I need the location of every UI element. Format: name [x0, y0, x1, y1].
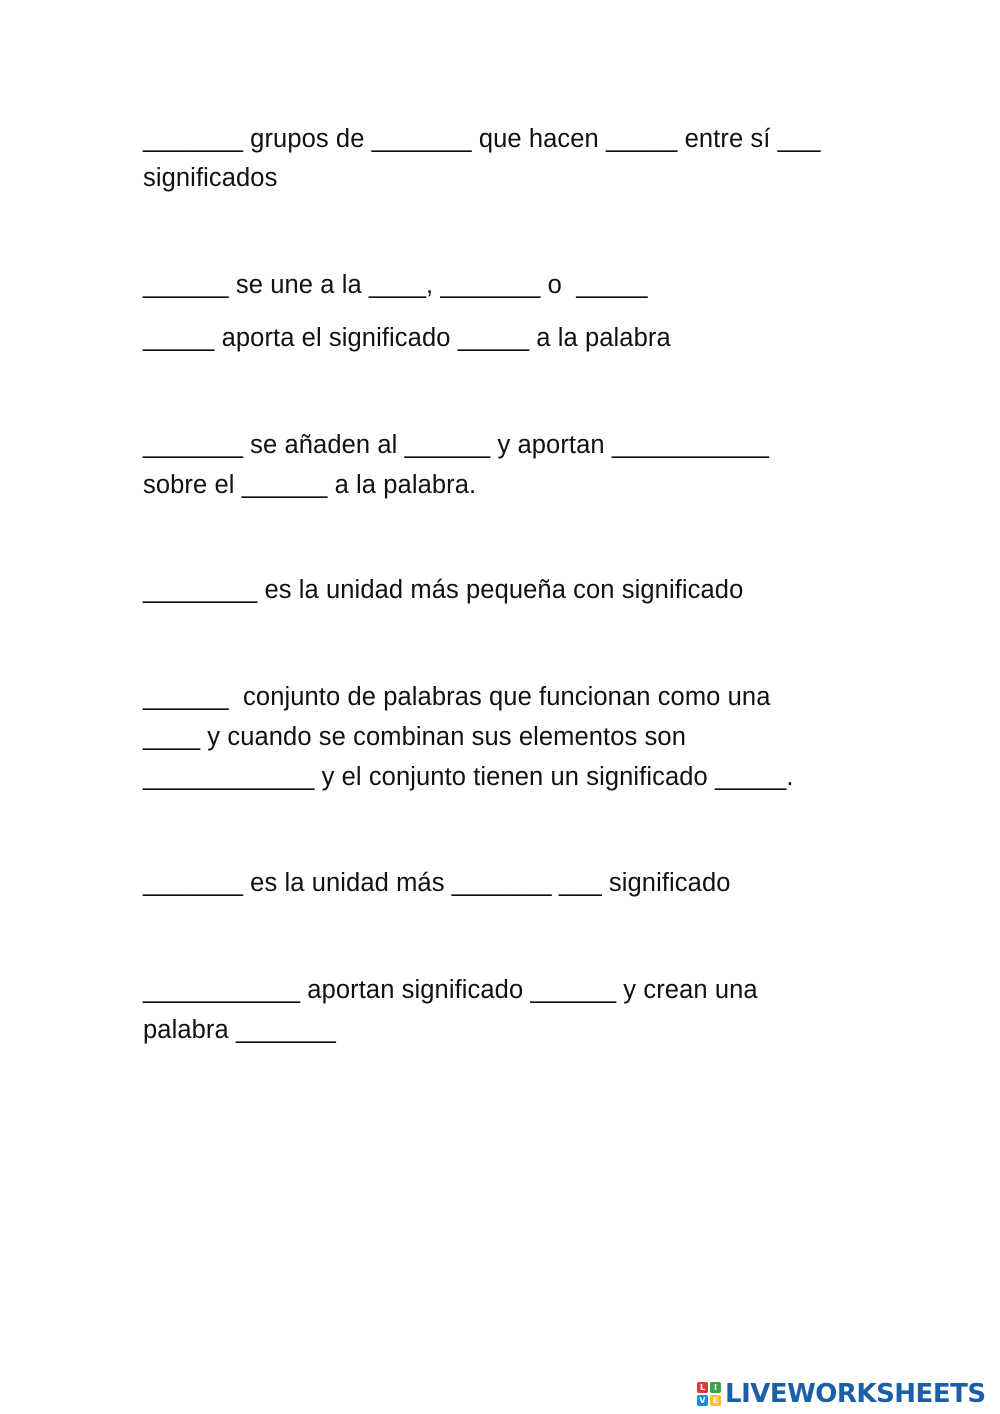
- sentence-2-line-1: ______ se une a la ____, _______ o _____: [143, 271, 648, 299]
- sentence-6-line-3: ____________ y el conjunto tienen un significado _____.: [143, 763, 794, 791]
- logo-tile-i: I: [710, 1382, 721, 1393]
- sentence-3-line-1: _____ aporta el significado _____ a la palabra: [143, 324, 671, 352]
- brand-wordmark: LIVEWORKSHEETS: [725, 1379, 986, 1409]
- liveworksheets-logo-icon: [697, 1382, 721, 1406]
- sentence-6-line-1: ______ conjunto de palabras que funcionan como una: [143, 683, 771, 711]
- logo-tile-e: E: [710, 1395, 721, 1406]
- sentence-5-line-1: ________ es la unidad más pequeña con significado: [143, 576, 744, 604]
- sentence-1-line-2: significados: [143, 164, 278, 192]
- sentence-8-line-2: palabra _______: [143, 1016, 336, 1044]
- sentence-4-line-2: sobre el ______ a la palabra.: [143, 471, 477, 499]
- sentence-6-line-2: ____ y cuando se combinan sus elementos son: [143, 723, 686, 751]
- sentence-8-line-1: ___________ aportan significado ______ y crean una: [143, 976, 758, 1004]
- sentence-7-line-1: _______ es la unidad más _______ ___ significado: [143, 869, 731, 897]
- liveworksheets-footer: [697, 1374, 986, 1414]
- sentence-1-line-1: _______ grupos de _______ que hacen _____ entre sí ___: [143, 125, 821, 153]
- logo-tile-v: V: [697, 1395, 708, 1406]
- logo-tile-l: L: [697, 1382, 708, 1393]
- sentence-4-line-1: _______ se añaden al ______ y aportan ___________: [143, 431, 769, 459]
